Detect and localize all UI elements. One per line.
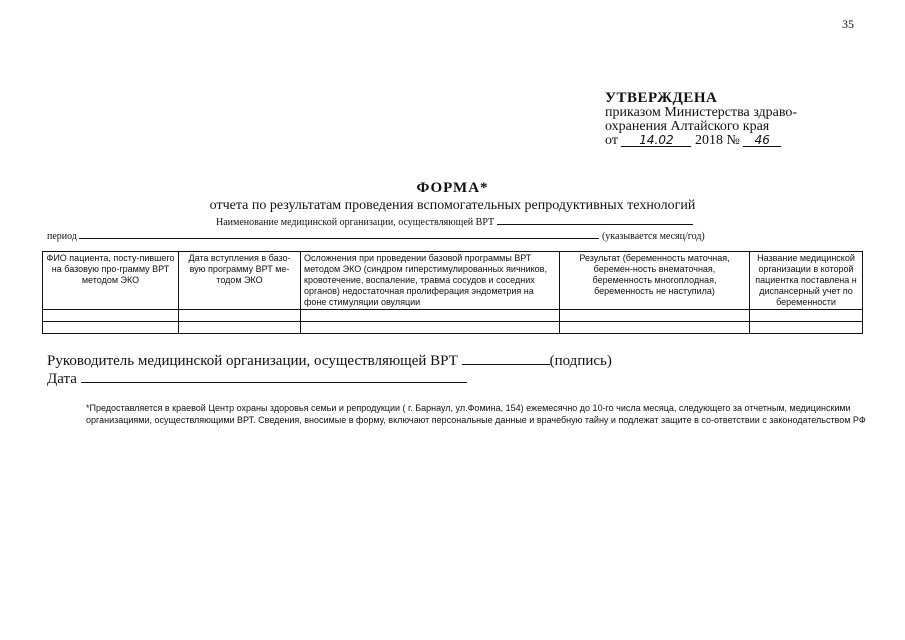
table-cell[interactable]: [43, 310, 179, 322]
org-name-field[interactable]: [497, 215, 693, 225]
header-complications: Осложнения при проведении базовой программы ВРТ методом ЭКО (синдром гиперстимулированных яичников, кровотечение, воспаление, травма сосудов и соседних органов) недостаточная пролиферация эндометрия на фоне стимуляции овуляции: [301, 252, 560, 310]
period-line: [47, 229, 705, 242]
approval-block: [605, 90, 845, 148]
form-title: ФОРМА*: [416, 180, 489, 196]
header-medical-org: Название медицинской организации в которой пациентка поставлена н диспансерный учет по беременности: [750, 252, 863, 310]
approval-line-1: приказом Министерства здраво-: [605, 105, 798, 120]
table-cell[interactable]: [301, 310, 560, 322]
header-entry-date: Дата вступления в базо-вую программу ВРТ ме-тодом ЭКО: [179, 252, 301, 310]
approval-line-2: охранения Алтайского края: [605, 119, 770, 134]
period-field[interactable]: [79, 229, 599, 239]
page-number: 35: [842, 17, 854, 31]
approval-year: 2018 №: [694, 133, 740, 148]
table-row: [43, 322, 863, 334]
date-line: [47, 370, 467, 388]
table-cell[interactable]: [560, 322, 750, 334]
signature-suffix: (подпись): [549, 353, 612, 369]
approval-date-line: [605, 134, 845, 148]
table-cell[interactable]: [179, 322, 301, 334]
form-subtitle: отчета по результатам проведения вспомогательных репродуктивных технологий: [209, 198, 696, 213]
signature-field[interactable]: [462, 352, 550, 365]
approval-number-handwritten: 46: [743, 134, 781, 147]
report-table: [42, 251, 863, 334]
table-cell[interactable]: [750, 322, 863, 334]
org-name-label: Наименование медицинской организации, осуществляющей ВРТ: [216, 217, 495, 228]
signature-line: [47, 352, 612, 370]
date-label: Дата: [47, 371, 77, 387]
period-note: (указывается месяц/год): [601, 231, 705, 242]
table-cell[interactable]: [750, 310, 863, 322]
approval-title: УТВЕРЖДЕНА: [605, 90, 718, 106]
table-cell[interactable]: [560, 310, 750, 322]
org-name-line: [216, 215, 693, 228]
table-header-row: [43, 252, 863, 310]
table-row: [43, 310, 863, 322]
table-cell[interactable]: [179, 310, 301, 322]
table-cell[interactable]: [301, 322, 560, 334]
table-cell[interactable]: [43, 322, 179, 334]
approval-date-handwritten: 14.02: [621, 134, 691, 147]
signature-label: Руководитель медицинской организации, осуществляющей ВРТ: [47, 353, 458, 369]
approval-date-prefix: от: [605, 133, 618, 148]
footnote: *Предоставляется в краевой Центр охраны здоровья семьи и репродукции ( г. Барнаул, ул.Фомина, 154) ежемесячно до 10-го числа месяца, следующего за отчетным, медицинскими организациями, осуществляющими ВРТ. Сведения, вносимые в форму, включают персональные данные и врачебную тайну и подлежат защите в со-ответствии с законодательством РФ: [86, 403, 866, 425]
period-label: период: [47, 231, 77, 242]
date-field[interactable]: [81, 370, 467, 383]
header-result: Результат (беременность маточная, беремен-ность внематочная, беременность многоплодная, беременность не наступила): [560, 252, 750, 310]
header-patient-name: ФИО пациента, посту-пившего на базовую про-грамму ВРТ методом ЭКО: [43, 252, 179, 310]
